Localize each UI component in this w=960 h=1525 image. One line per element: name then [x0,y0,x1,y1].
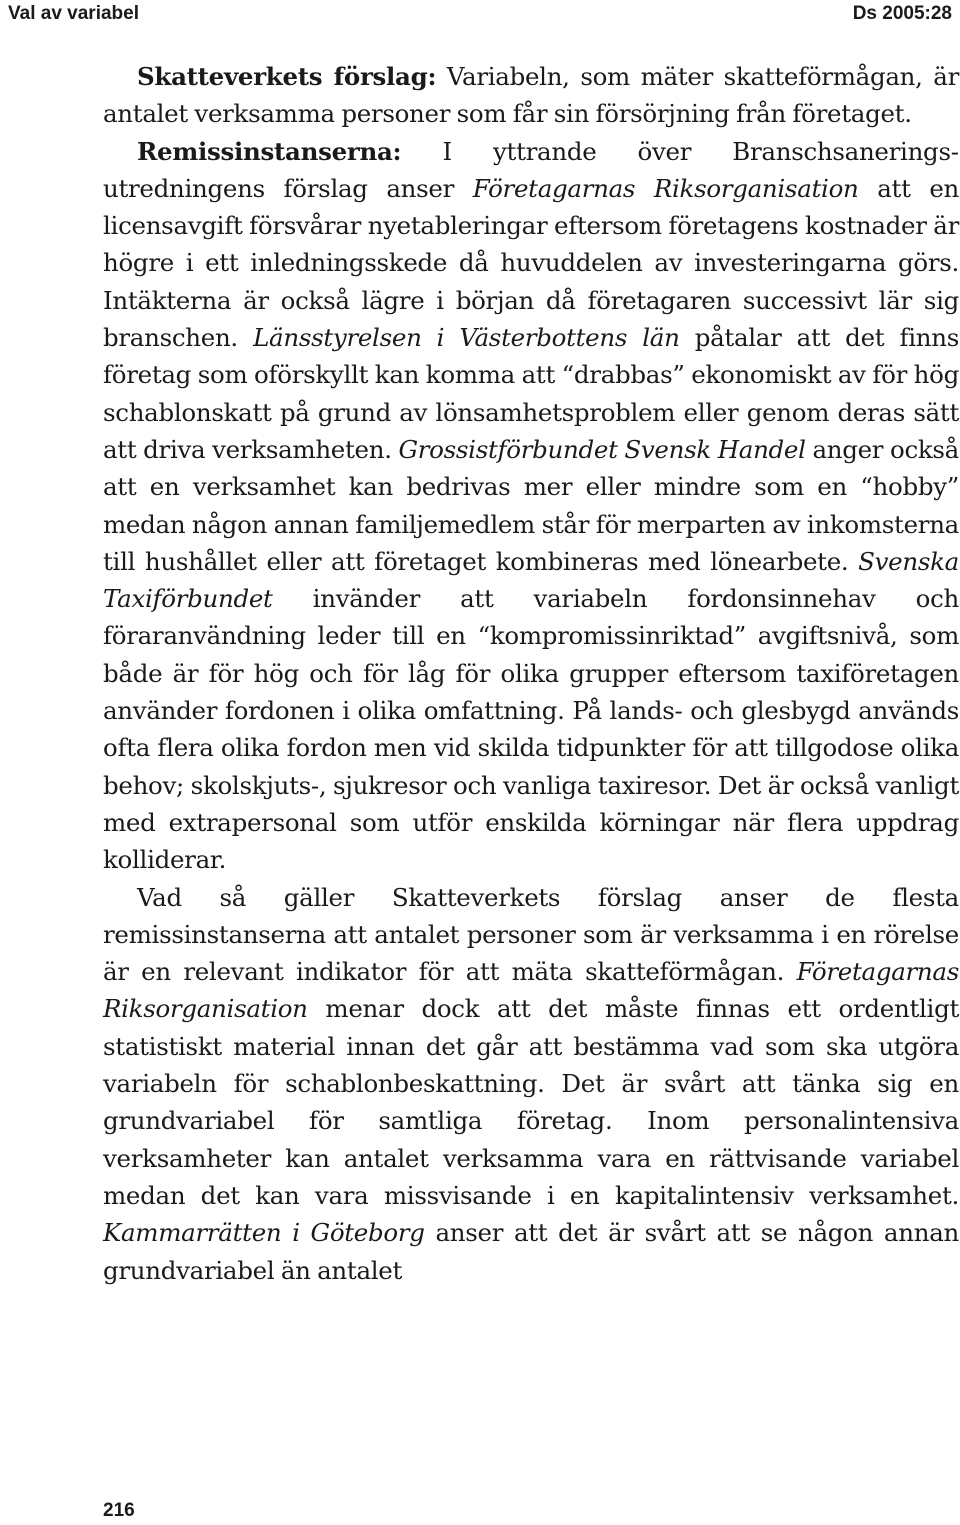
page-number: 216 [103,1500,135,1521]
organization-name: Svenska Taxiförbundet [103,546,959,614]
organization-name: Företagarnas Riksorganisation [472,173,859,203]
paragraph-skatteverkets-forslag [103,58,959,133]
header-document-number: Ds 2005:28 [852,3,952,24]
paragraph-text: att en licensavgift försvårar nyetableringar eftersom företagens kostnader är högre i ett inledningsskede då huvuddelen av investeringarna görs. Intäkterna är också lägre i början då företagaren successivt lär sig branschen. [103,173,959,353]
running-header [0,0,960,28]
organization-name: Grossistförbundet Svensk Handel [398,434,806,464]
paragraph-text: Vad så gäller Skatteverkets förslag anser de flesta remissinstanserna att antalet personer som är verksamma i en rörelse är en relevant indikator för att mäta skatteförmågan. [103,882,959,987]
paragraph-text: anger också att en verksamhet kan bedrivas mer eller mindre som en “hobby” medan någon annan familjemedlem står för merparten av inkomsterna till hushållet eller att företaget kombineras med lönearbete. [103,434,959,576]
body-text [103,58,959,1289]
paragraph-text: påtalar att det finns företag som oförskyllt kan komma att “drabbas” ekonomiskt av för hög schablonskatt på grund av lönsamhetsproblem eller genom deras sätt att driva verksamheten. [103,323,959,464]
organization-name: Länsstyrelsen i Västerbottens län [253,323,680,353]
organization-name: Företagarnas Riksorganisation [103,957,959,1024]
paragraph-text: I yttrande över Branschsaneringsutredningens förslag anser [103,136,959,203]
paragraph-text: invänder att variabeln fordonsinnehav och föraranvändning leder till en “kompromissinriktad” avgiftsnivå, som både är för hög och för låg för olika grupper eftersom taxiföretagen använder fordonen i olika omfattning. På lands- och glesbygd används ofta flera olika fordon men vid skilda tidpunkter för att tillgodose olika behov; skolskjuts-, sjukresor och vanliga taxiresor. Det är också vanligt med extrapersonal som utför enskilda körningar när flera uppdrag kolliderar. [103,584,959,875]
paragraph-bedomning [103,879,959,1289]
paragraph-remissinstanserna [103,133,959,879]
paragraph-label: Skatteverkets förslag: [137,62,437,91]
paragraph-text: Variabeln, som mäter skatteförmågan, är antalet verksamma personer som får sin försörjning från företaget. [103,62,959,129]
paragraph-text: menar dock att det måste finnas ett ordentligt statistiskt material innan det går att bestämma vad som ska utgöra variabeln för schablonbeskattning. Det är svårt att tänka sig en grundvariabel för samtliga företag. Inom personalintensiva verksamheter kan antalet verksamma vara en rättvisande variabel medan det kan vara missvisande i en kapitalintensiv verksamhet. [103,994,959,1210]
paragraph-text: anser att det är svårt att se någon annan grundvariabel än antalet [103,1218,959,1285]
paragraph-label: Remissinstanserna: [137,136,402,166]
organization-name: Kammarrätten i Göteborg [103,1218,425,1248]
header-section-title: Val av variabel [8,3,139,24]
